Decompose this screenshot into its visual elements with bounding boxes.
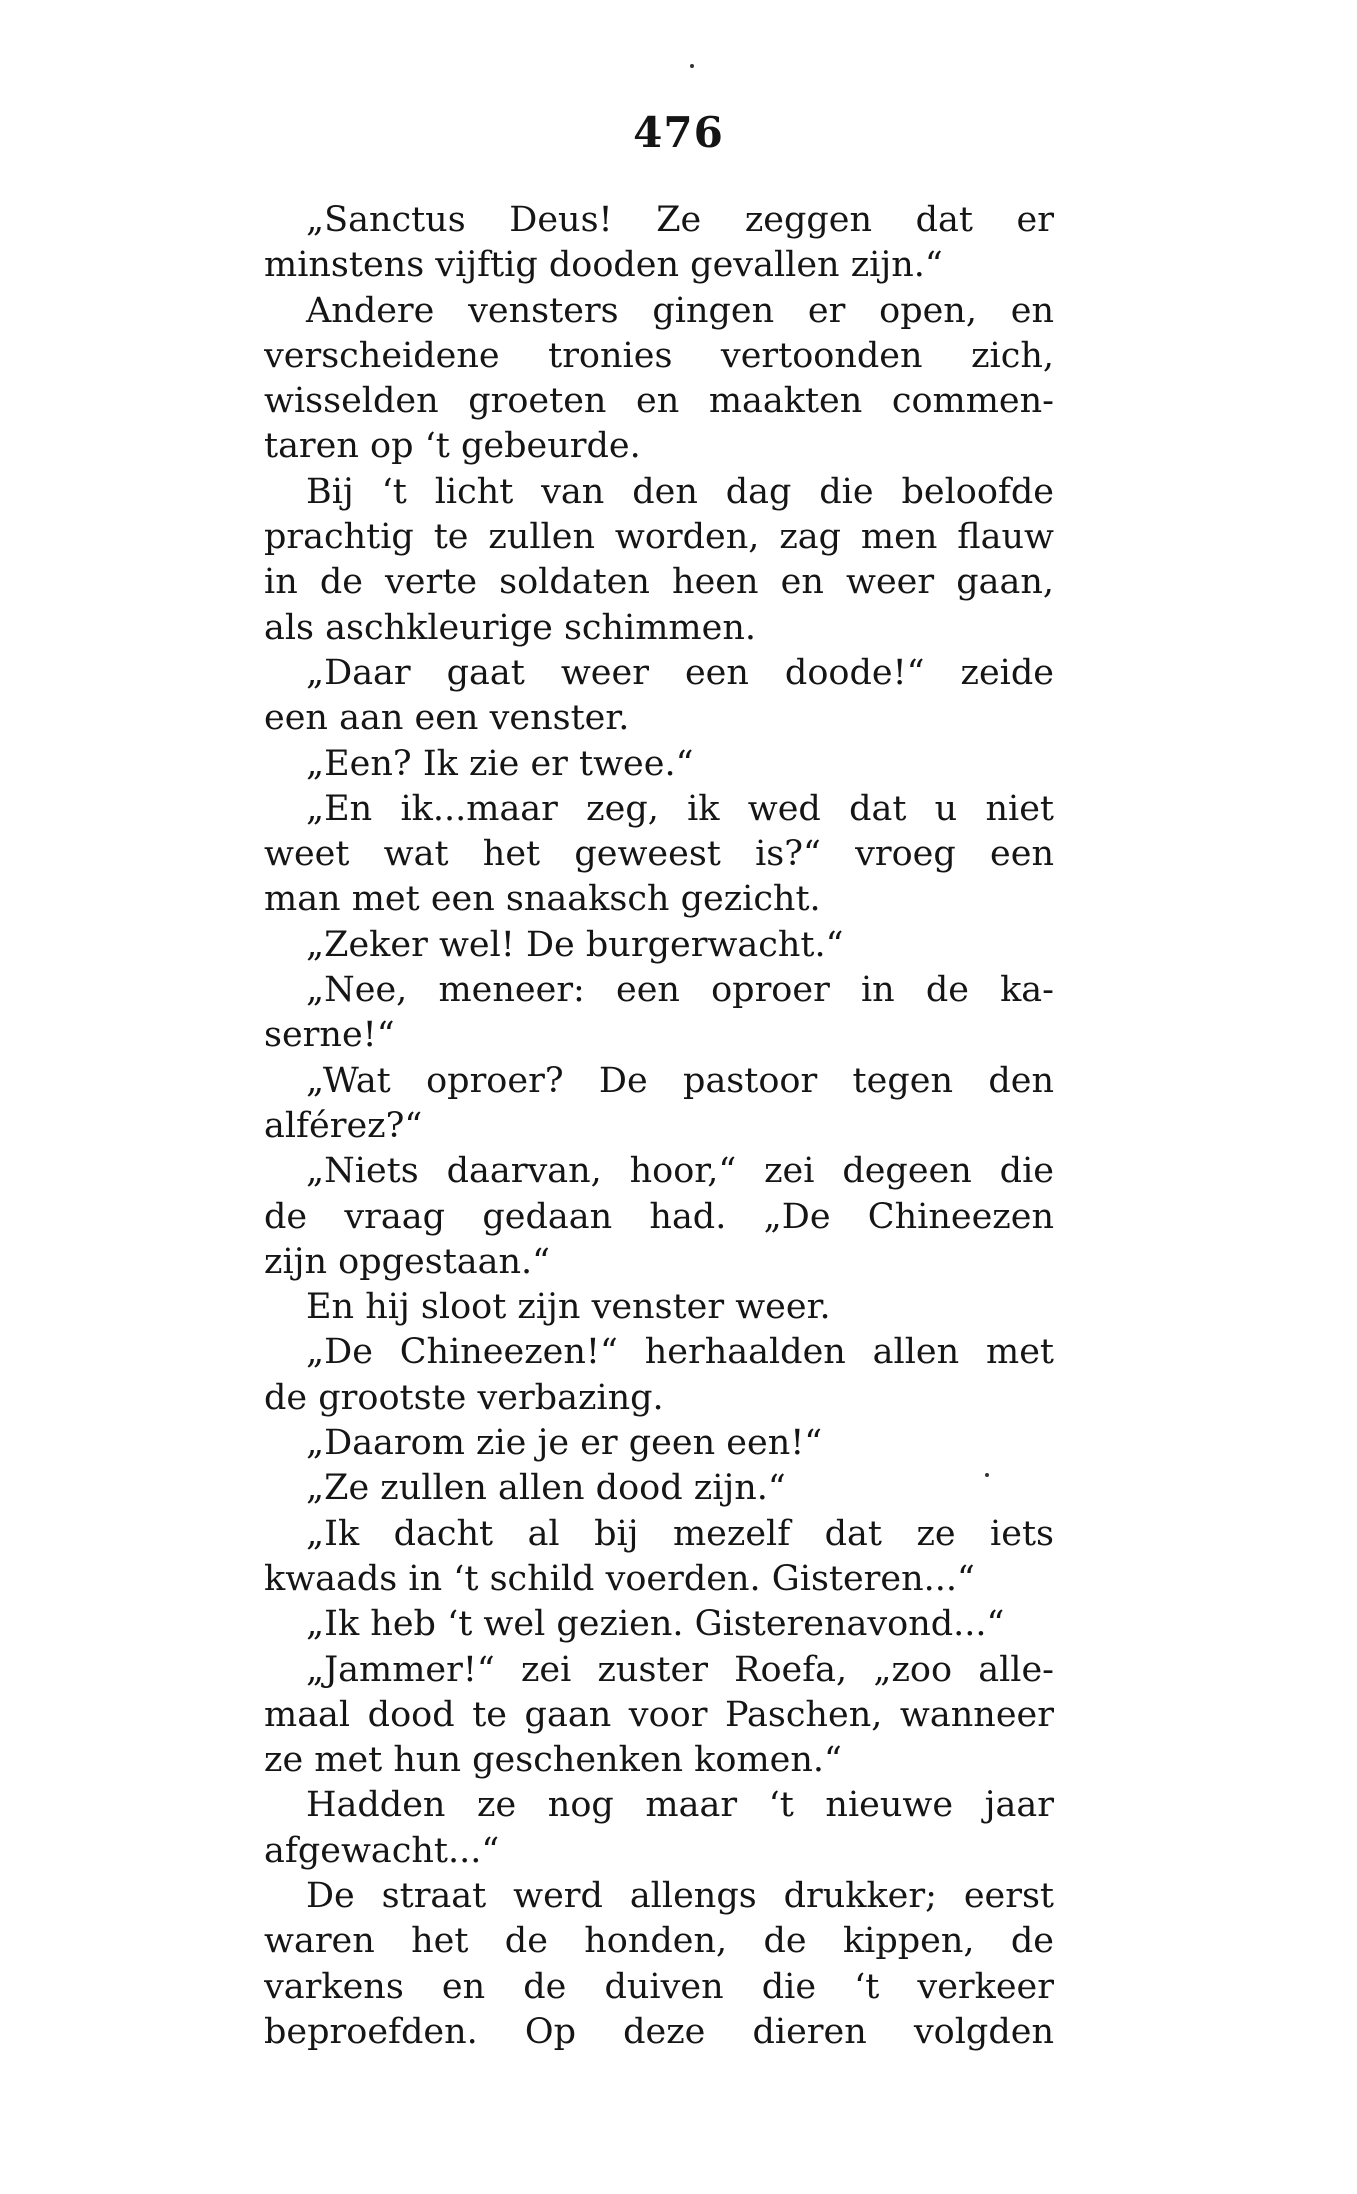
text-line: alférez?“ (264, 1105, 423, 1146)
text-line: Andere vensters gingen er open, en (306, 290, 1054, 331)
text-line: de grootste verbazing. (264, 1377, 664, 1418)
text-line: ze met hun geschenken komen.“ (264, 1740, 842, 1781)
text-line: „Nee, meneer: een oproer in de ka- (306, 970, 1054, 1011)
text-line: zijn opgestaan.“ (264, 1241, 551, 1282)
text-line: De straat werd allengs drukker; eerst (306, 1875, 1054, 1916)
page-number: 476 (633, 108, 724, 157)
text-line: „Ik heb ‘t wel gezien. Gisterenavond...“ (306, 1604, 1005, 1645)
text-line: „Wat oproer? De pastoor tegen den (306, 1060, 1054, 1101)
text-line: taren op ‘t gebeurde. (264, 426, 641, 467)
text-line: „De Chineezen!“ herhaalden allen met (306, 1332, 1054, 1373)
text-line: weet wat het geweest is?“ vroeg een (264, 834, 1054, 875)
text-line: de vraag gedaan had. „De Chineezen (264, 1196, 1054, 1237)
text-line: beproefden. Op deze dieren volgden (264, 2011, 1054, 2052)
text-line: „Een? Ik zie er twee.“ (306, 743, 694, 784)
text-line: een aan een venster. (264, 698, 630, 739)
text-line: man met een snaaksch gezicht. (264, 879, 821, 920)
text-line: „Jammer!“ zei zuster Roefa, „zoo alle- (306, 1649, 1054, 1690)
text-line: waren het de honden, de kippen, de (264, 1921, 1054, 1962)
text-line: „Sanctus Deus! Ze zeggen dat er (306, 200, 1054, 240)
text-line: „Ze zullen allen dood zijn.“ (306, 1468, 786, 1509)
speck (690, 64, 694, 68)
text-line: prachtig te zullen worden, zag men flauw (264, 517, 1054, 558)
text-line: „En ik...maar zeg, ik wed dat u niet (306, 788, 1054, 829)
text-line: als aschkleurige schimmen. (264, 607, 756, 648)
text-line: serne!“ (264, 1015, 395, 1056)
text-line: kwaads in ‘t schild voerden. Gisteren...“ (264, 1558, 975, 1599)
text-line: „Daarom zie je er geen een!“ (306, 1423, 823, 1464)
text-line: maal dood te gaan voor Paschen, wanneer (264, 1694, 1054, 1735)
text-line: „Niets daarvan, hoor,“ zei degeen die (306, 1151, 1054, 1192)
text-line: „Ik dacht al bij mezelf dat ze iets (306, 1513, 1054, 1554)
text-line: „Daar gaat weer een doode!“ zeide (306, 652, 1054, 693)
text-line: Hadden ze nog maar ‘t nieuwe jaar (306, 1785, 1054, 1826)
text-line: wisselden groeten en maakten commen- (264, 381, 1054, 422)
text-line: Bij ‘t licht van den dag die beloofde (306, 471, 1054, 512)
text-line: En hij sloot zijn venster weer. (306, 1287, 831, 1328)
text-line: varkens en de duiven die ‘t verkeer (264, 1966, 1054, 2007)
text-line: minstens vijftig dooden gevallen zijn.“ (264, 245, 943, 286)
text-line: in de verte soldaten heen en weer gaan, (264, 562, 1054, 603)
text-line: afgewacht...“ (264, 1830, 500, 1871)
speck (985, 1473, 989, 1477)
page-text (264, 198, 1054, 2055)
text-line: verscheidene tronies vertoonden zich, (264, 335, 1054, 376)
text-line: „Zeker wel! De burgerwacht.“ (306, 924, 844, 965)
